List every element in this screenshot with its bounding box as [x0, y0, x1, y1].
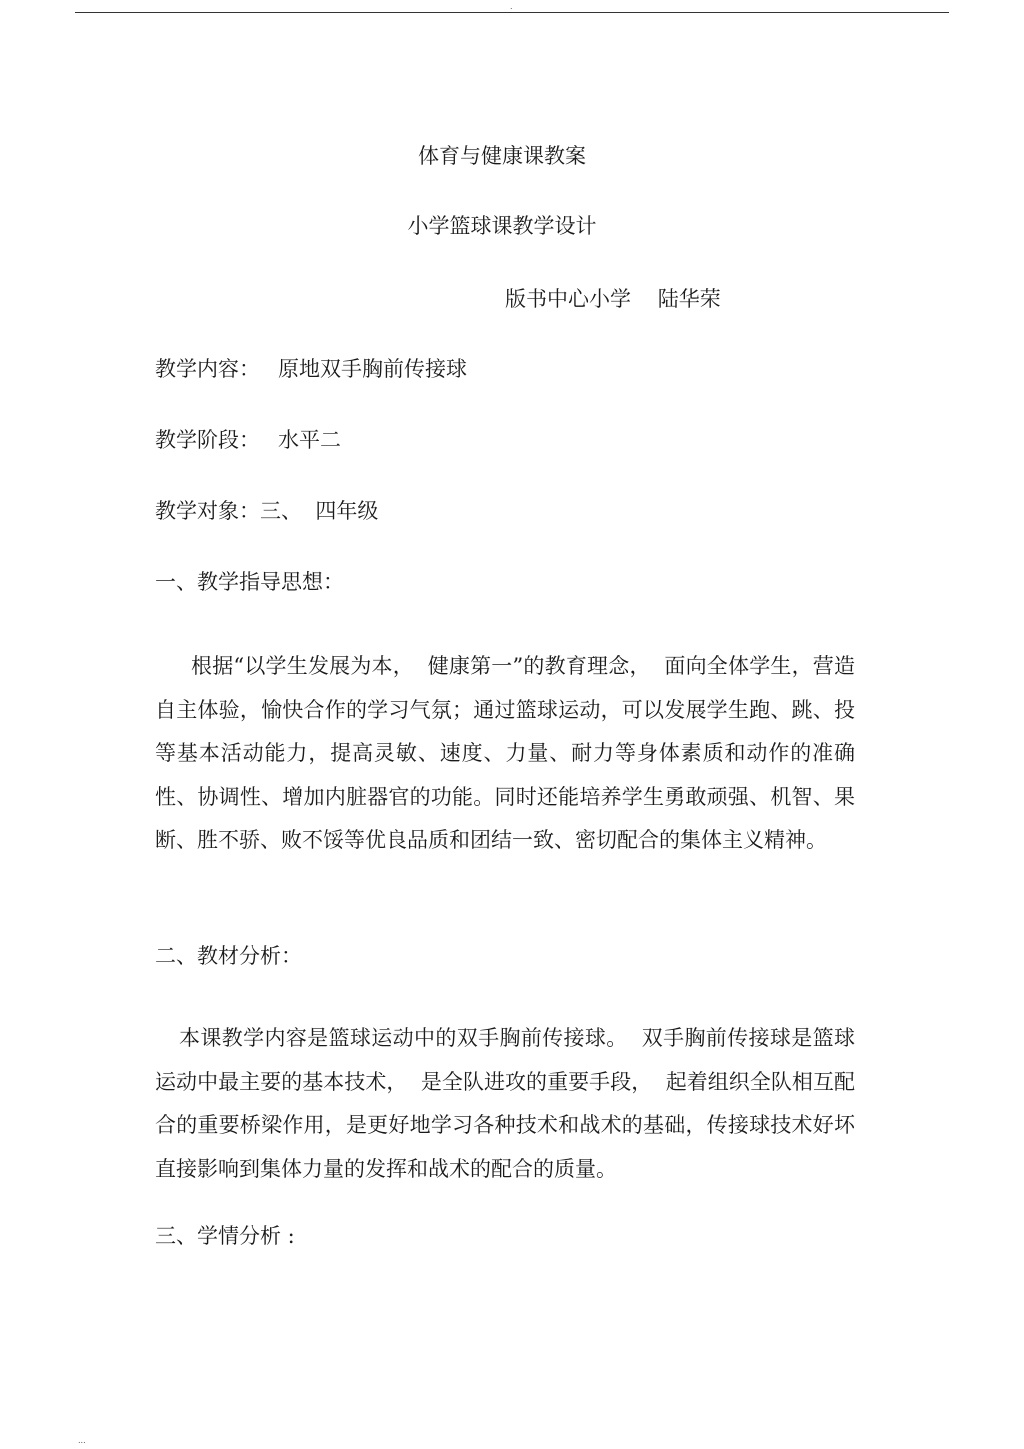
- document-subtitle: 小学篮球课教学设计: [407, 214, 597, 238]
- target-line: 教学对象：三、 四年级: [155, 499, 379, 523]
- document-title: 体育与健康课教案: [418, 144, 586, 168]
- section2-heading: 二、教材分析：: [155, 944, 302, 968]
- content-row: [155, 355, 467, 383]
- section2-paragraph: 本课教学内容是篮球运动中的双手胸前传接球。 双手胸前传接球是篮球运动中最主要的基本技术， 是全队进攻的重要手段， 起着组织全队相互配合的重要桥梁作用，是更好地学习各种技术和战术的基础，传接球技术好坏直接影响到集体力量的发挥和战术的配合的质量。: [155, 1026, 855, 1181]
- header-mark: .: [510, 2, 513, 11]
- author-line: 版书中心小学 陆华荣: [505, 287, 721, 311]
- stage-label: 教学阶段：: [155, 428, 260, 452]
- section1-heading: 一、教学指导思想：: [155, 570, 344, 594]
- section1-paragraph: 根据“以学生发展为本， 健康第一”的教育理念， 面向全体学生，营造自主体验，愉快合作的学习气氛；通过篮球运动，可以发展学生跑、跳、投等基本活动能力，提高灵敏、速度、力量、耐力等身体素质和动作的准确性、协调性、增加内脏器官的功能。同时还能培养学生勇敢顽强、机智、果断、胜不骄、败不馁等优良品质和团结一致、密切配合的集体主义精神。: [155, 654, 855, 852]
- header-rule: [75, 12, 949, 13]
- stage-row: [155, 426, 341, 454]
- content-value: 原地双手胸前传接球: [278, 357, 467, 381]
- stage-value: 水平二: [278, 428, 341, 452]
- footer-mark: ...: [78, 1436, 86, 1445]
- content-label: 教学内容：: [155, 357, 260, 381]
- section3-heading: 三、学情分析 :: [155, 1224, 295, 1248]
